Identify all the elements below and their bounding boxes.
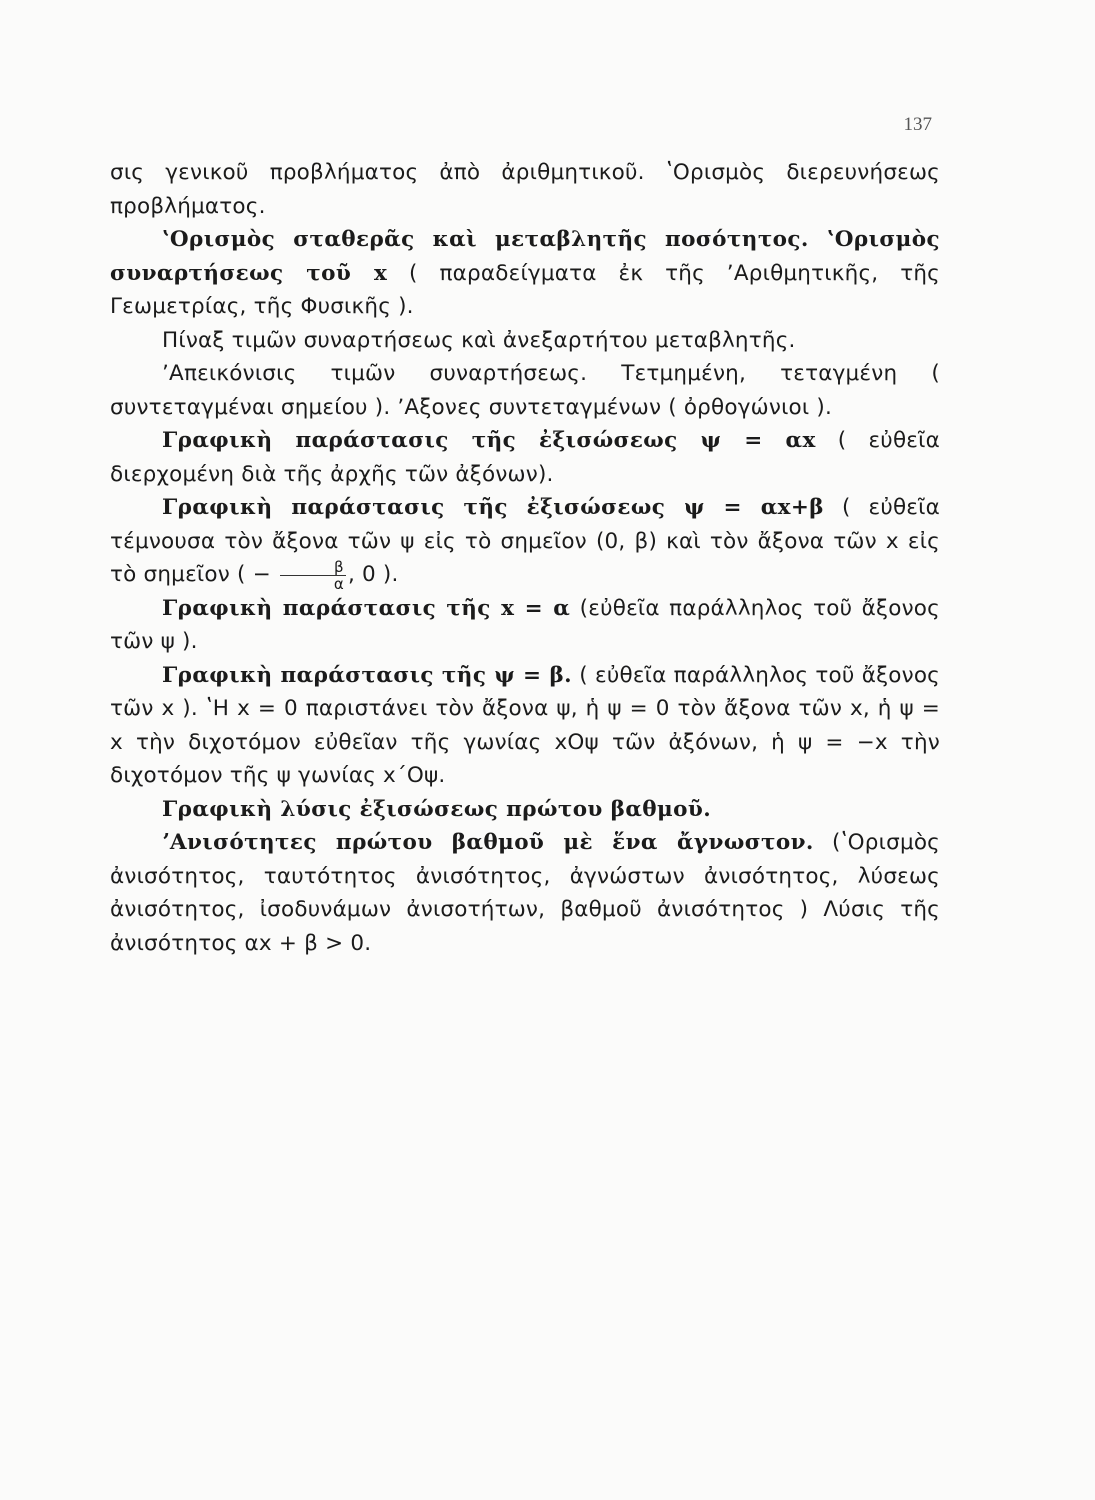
fraction-numerator: β (280, 559, 346, 576)
graph-ax-text: ( εὐθεῖα διερχομένη διὰ τῆς ἀρχῆς τῶν ἀξόνων). (110, 428, 940, 487)
fraction-denominator: α (333, 574, 344, 593)
graph-x-alpha-heading: Γραφικὴ παράστασις τῆς x = α (162, 595, 571, 621)
paragraph-4: ʼΑπεικόνισις τιμῶν συναρτήσεως. Τετμημένη, τεταγμένη ( συντεταγμέναι σημείου ). ʼΑξονες συντεταγμένων ( ὀρθογώνιοι ). (110, 361, 940, 420)
fraction-beta-alpha (280, 559, 346, 592)
graph-axb-end: , 0 ). (347, 562, 399, 587)
inequalities-heading: ʼΑνισότητες πρώτου βαθμοῦ μὲ ἕνα ἄγνωστον. (162, 830, 814, 855)
graph-ax-heading: Γραφικὴ παράστασις τῆς ἐξισώσεως ψ = αx (162, 428, 816, 453)
paragraph-7 (110, 592, 940, 659)
page-number: 137 (903, 114, 932, 135)
paragraph-8 (110, 659, 940, 793)
paragraph-9: Γραφικὴ λύσις ἐξισώσεως πρώτου βαθμοῦ. (162, 796, 712, 822)
graph-psi-beta-heading: Γραφικὴ παράστασις τῆς ψ = β. (162, 662, 573, 688)
graph-axb-heading: Γραφικὴ παράστασις τῆς ἐξισώσεως ψ = αx+β (162, 495, 824, 520)
definition-text: ( παραδείγματα ἐκ τῆς ʼΑριθμητικῆς, τῆς Γεωμετρίας, τῆς Φυσικῆς ). (110, 260, 940, 319)
inequalities-text: (ʽΟρισμὸς ἀνισότητος, ταυτότητος ἀνισότητος, ἀγνώστων ἀνισότητος, λύσεως ἀνισότητος, ἰσοδυνάμων ἀνισοτήτων, βαθμοῦ ἀνισότητος ) Λύσις τῆς ἀνισότητος αx + β > 0. (110, 830, 941, 956)
graph-axb-text: ( εὐθεῖα τέμνουσα τὸν ἄξονα τῶν ψ εἰς τὸ σημεῖον (0, β) καὶ τὸν ἄξονα τῶν x εἰς τὸ σημεῖον ( (110, 495, 940, 587)
body-text (110, 156, 940, 960)
minus-sign: − (252, 562, 271, 587)
paragraph-5 (110, 424, 940, 491)
paragraph-1: σις γενικοῦ προβλήματος ἀπὸ ἀριθμητικοῦ. ʽΟρισμὸς διερευνήσεως προβλήματος. (110, 160, 940, 219)
definition-heading: ʽΟρισμὸς σταθερᾶς καὶ μεταβλητῆς ποσότητος. ʽΟρισμὸς συναρτήσεως τοῦ x (110, 227, 940, 286)
paragraph-2 (110, 223, 940, 324)
graph-x-alpha-text: (εὐθεῖα παράλληλος τοῦ ἄξονος τῶν ψ ). (110, 595, 940, 654)
paragraph-3: Πίναξ τιμῶν συναρτήσεως καὶ ἀνεξαρτήτου μεταβλητῆς. (162, 327, 796, 353)
paragraph-10 (110, 826, 940, 960)
paragraph-6 (110, 491, 940, 592)
graph-psi-beta-text: ( εὐθεῖα παράλληλος τοῦ ἄξονος τῶν x ). ʽΗ x = 0 παριστάνει τὸν ἄξονα ψ, ἡ ψ = 0 τὸν ἄξονα τῶν x, ἡ ψ = x τὴν διχοτόμον εὐθεῖαν τῆς γωνίας xOψ τῶν ἀξόνων, ἡ ψ = −x τὴν διχοτόμον τῆς ψ γωνίας x΄Oψ. (110, 662, 940, 788)
